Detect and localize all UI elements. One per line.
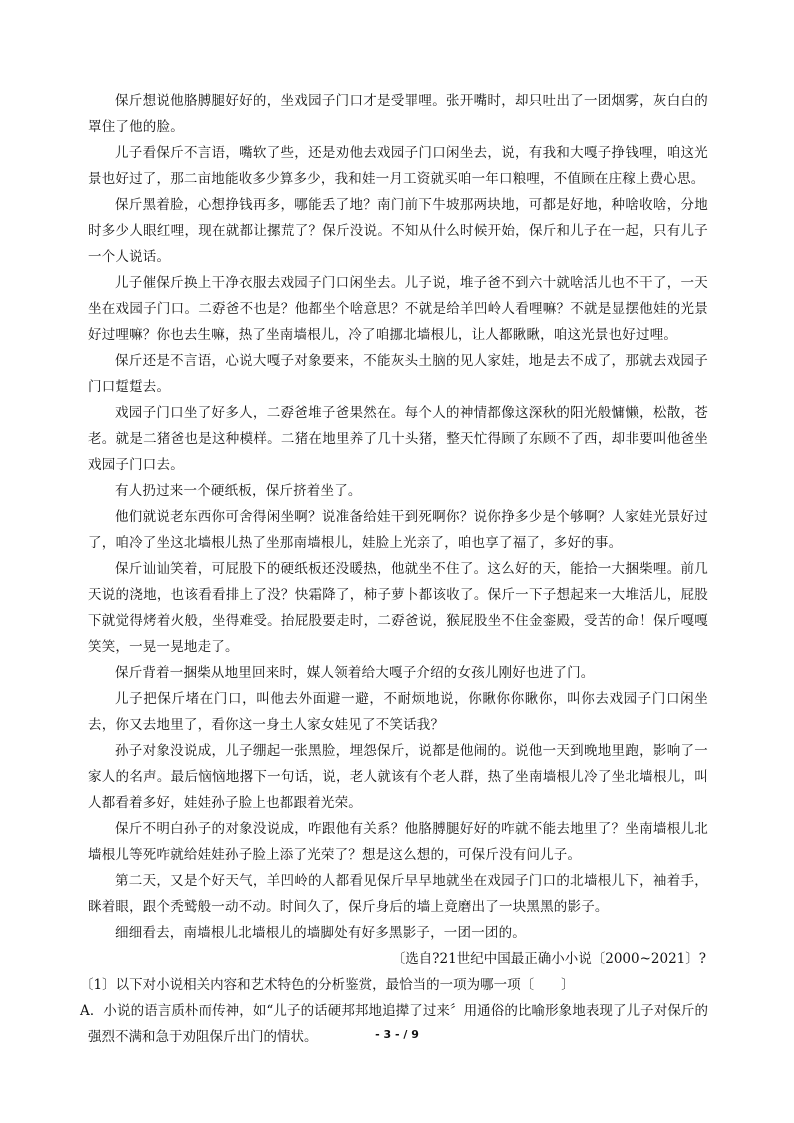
story-paragraph: 保斤想说他胳膊腿好好的，坐戏园子门口才是受罪哩。张开嘴时，却只吐出了一团烟雾，灰白白的罩住了他的脸。 (88, 93, 708, 135)
story-paragraph: 保斤还是不言语，心说大嘎子对象要来，不能灰头土脑的见人家娃，地是去不成了，那就去戏园子门口踅踅去。 (88, 353, 708, 395)
story-paragraph: 保斤讪讪笑着，可屁股下的硬纸板还没暖热，他就坐不住了。这么好的天，能拾一大捆柴哩。前几天说的浇地，也该看看排上了没？快霜降了，柿子萝卜都该收了。保斤一下子想起来一大堆活儿，屁股下就觉得烤着火般，坐得难受。抬屁股要走时，二孬爸说，猴屁股坐不住金銮殿，受苦的命！保斤嘎嘎笑笑，一晃一晃地走了。 (88, 561, 708, 655)
question-stem: 〔1〕以下对小说相关内容和艺术特色的分析鉴赏，最恰当的一项为哪一项〔 〕 (80, 977, 575, 993)
document-body (80, 88, 708, 1050)
story-paragraph: 保斤背着一捆柴从地里回来时，媒人领着给大嘎子介绍的女孩儿刚好也进了门。 (115, 665, 595, 681)
story-paragraph: 戏园子门口坐了好多人，二孬爸堆子爸果然在。每个人的神情都像这深秋的阳光般慵懒，松散，苍老。就是二猪爸也是这种模样。二猪在地里养了几十头猪，整天忙得顾了东顾不了西，却非要叫他爸坐戏园子门口去。 (88, 405, 708, 473)
story-paragraph: 第二天，又是个好天气，羊凹岭的人都看见保斤早早地就坐在戏园子门口的北墙根儿下，袖着手，眯着眼，跟个秃鹫般一动不动。时间久了，保斤身后的墙上竟磨出了一块黑黑的影子。 (88, 873, 708, 915)
story-paragraph: 保斤黑着脸，心想挣钱再多，哪能丢了地？南门前下牛坡那两块地，可都是好地，种啥收啥，分地时多少人眼红哩，现在就都让摞荒了？保斤没说。不知从什么时候开始，保斤和儿子在一起，只有儿子一个人说话。 (88, 197, 708, 265)
story-paragraph: 儿子把保斤堵在门口，叫他去外面避一避，不耐烦地说，你瞅你你瞅你，叫你去戏园子门口闲坐去，你又去地里了，看你这一身土人家女娃见了不笑话我？ (88, 691, 708, 733)
story-paragraph: 儿子看保斤不言语，嘴软了些，还是劝他去戏园子门口闲坐去，说，有我和大嘎子挣钱哩，咱这光景也好过了，那二亩地能收多少算多少，我和娃一月工资就买咱一年口粮哩，不值顾在庄稼上费心思。 (88, 145, 708, 187)
story-paragraph: 细细看去，南墙根儿北墙根儿的墙脚处有好多黑影子，一团一团的。 (115, 925, 526, 941)
story-paragraph: 保斤不明白孙子的对象没说成，咋跟他有关系？他胳膊腿好好的咋就不能去地里了？坐南墙根儿北墙根儿等死咋就给娃娃孙子脸上添了光荣了？想是这么想的，可保斤没有问儿子。 (88, 821, 708, 863)
story-paragraph: 孙子对象没说成，儿子绷起一张黑脸，埋怨保斤，说都是他闹的。说他一天到晚地里跑，影响了一家人的名声。最后恼恼地撂下一句话，说，老人就该有个老人群，热了坐南墙根儿冷了坐北墙根儿，叫人都看着多好，娃娃孙子脸上也都跟着光荣。 (88, 743, 708, 811)
answer-option-a: A．小说的语言质朴而传神，如“儿子的话硬邦邦地追撵了过来〞用通俗的比喻形象地表现了儿子对保斤的强烈不满和急于劝阻保斤出门的情状。 (80, 1003, 708, 1045)
page-number: - 3 - / 9 (375, 1028, 419, 1041)
story-paragraph: 儿子催保斤换上干净衣服去戏园子门口闲坐去。儿子说，堆子爸不到六十就啥活儿也不干了，一天坐在戏园子门口。二孬爸不也是？他都坐个啥意思？不就是给羊凹岭人看哩嘛？不就是显摆他娃的光景好过哩嘛？你也去生嘛，热了坐南墙根儿，冷了咱挪北墙根儿，让人都瞅瞅，咱这光景也好过哩。 (88, 275, 708, 343)
story-paragraph: 他们就说老东西你可舍得闲坐啊？说准备给娃干到死啊你？说你挣多少是个够啊？人家娃光景好过了，咱冷了坐这北墙根儿热了坐那南墙根儿，娃脸上光亲了，咱也享了福了，多好的事。 (88, 509, 708, 551)
source-citation: 〔选自?21世纪中国最正确小小说〔2000~2021〕? (391, 951, 706, 967)
story-paragraph: 有人扔过来一个硬纸板，保斤挤着坐了。 (115, 483, 362, 499)
